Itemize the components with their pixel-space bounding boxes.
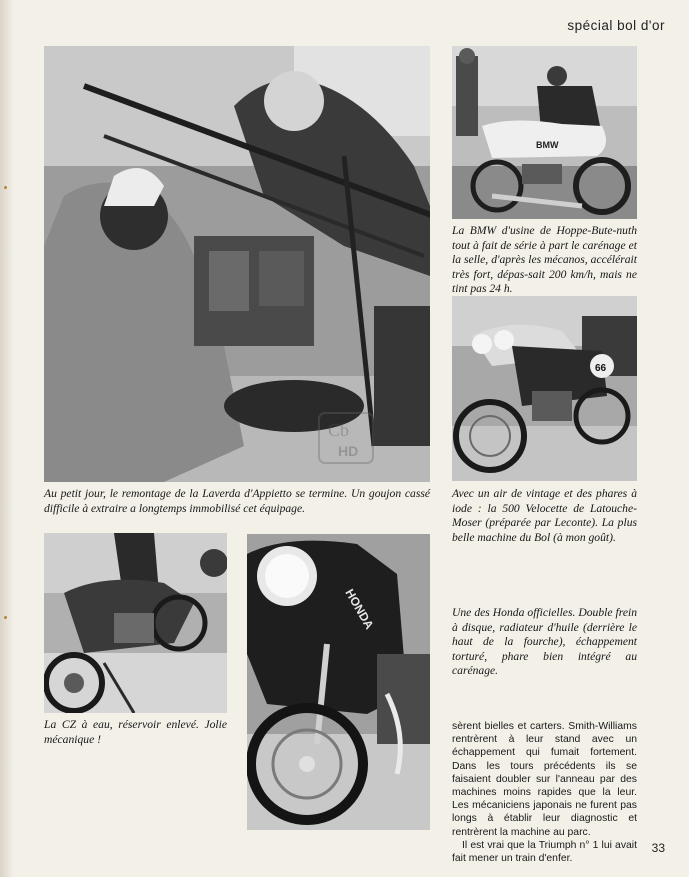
article-paragraph: sèrent bielles et carters. Smith-Williams rentrèrent à leur stand avec un échappement qui fumait fortement. Dans les tours précédents ils se faisaient doubler sur l'anneau par des machines moins rapides que la leur. Les mécaniciens japonais ne furent pas longs à établir leur diagnostic et rentrèrent la machine au parc. bbox=[452, 721, 637, 838]
caption-velocette: Avec un air de vintage et des phares à iode : la 500 Velocette de Latouche-Moser (préparée par Leconte). La plus belle machine du Bol (à mon goût). bbox=[452, 487, 637, 544]
article-paragraph: Il est vrai que la Triumph n° 1 lui avait fait mener un train d'enfer. bbox=[452, 839, 637, 865]
bmw-fairing-label: BMW bbox=[536, 140, 559, 150]
watermark-line2: HD bbox=[338, 443, 359, 459]
margin-mark bbox=[4, 186, 7, 189]
caption-cz: La CZ à eau, réservoir enlevé. Jolie mécanique ! bbox=[44, 718, 227, 746]
honda-fairing-label: HONDA bbox=[342, 586, 377, 632]
photo-bmw bbox=[452, 46, 637, 219]
section-header: spécial bol d'or bbox=[567, 18, 665, 33]
velocette-race-number: 66 bbox=[595, 363, 607, 374]
article-body bbox=[452, 720, 637, 865]
watermark-logo bbox=[318, 412, 374, 464]
watermark-line1: Cb bbox=[328, 420, 350, 440]
photo-honda bbox=[247, 534, 430, 830]
caption-laverda: Au petit jour, le remontage de la Laverda d'Appietto se termine. Un goujon cassé difficile à extraire a longtemps immobilisé cet équipage. bbox=[44, 487, 430, 515]
photo-velocette bbox=[452, 296, 637, 481]
photo-cz bbox=[44, 533, 227, 713]
page-spine-shadow bbox=[0, 0, 14, 877]
caption-honda: Une des Honda officielles. Double frein à disque, radiateur d'huile (derrière le haut de la fourche), échappement torturé, phare bien intégré au carénage. bbox=[452, 606, 637, 678]
caption-bmw: La BMW d'usine de Hoppe-Bute-nuth tout à fait de série à part le carénage et la selle, d'après les mécanos, accélérait très fort, dépas-sait 200 km/h, mais ne tint pas 24 h. bbox=[452, 224, 637, 296]
page-number: 33 bbox=[651, 841, 665, 855]
margin-mark bbox=[4, 616, 7, 619]
